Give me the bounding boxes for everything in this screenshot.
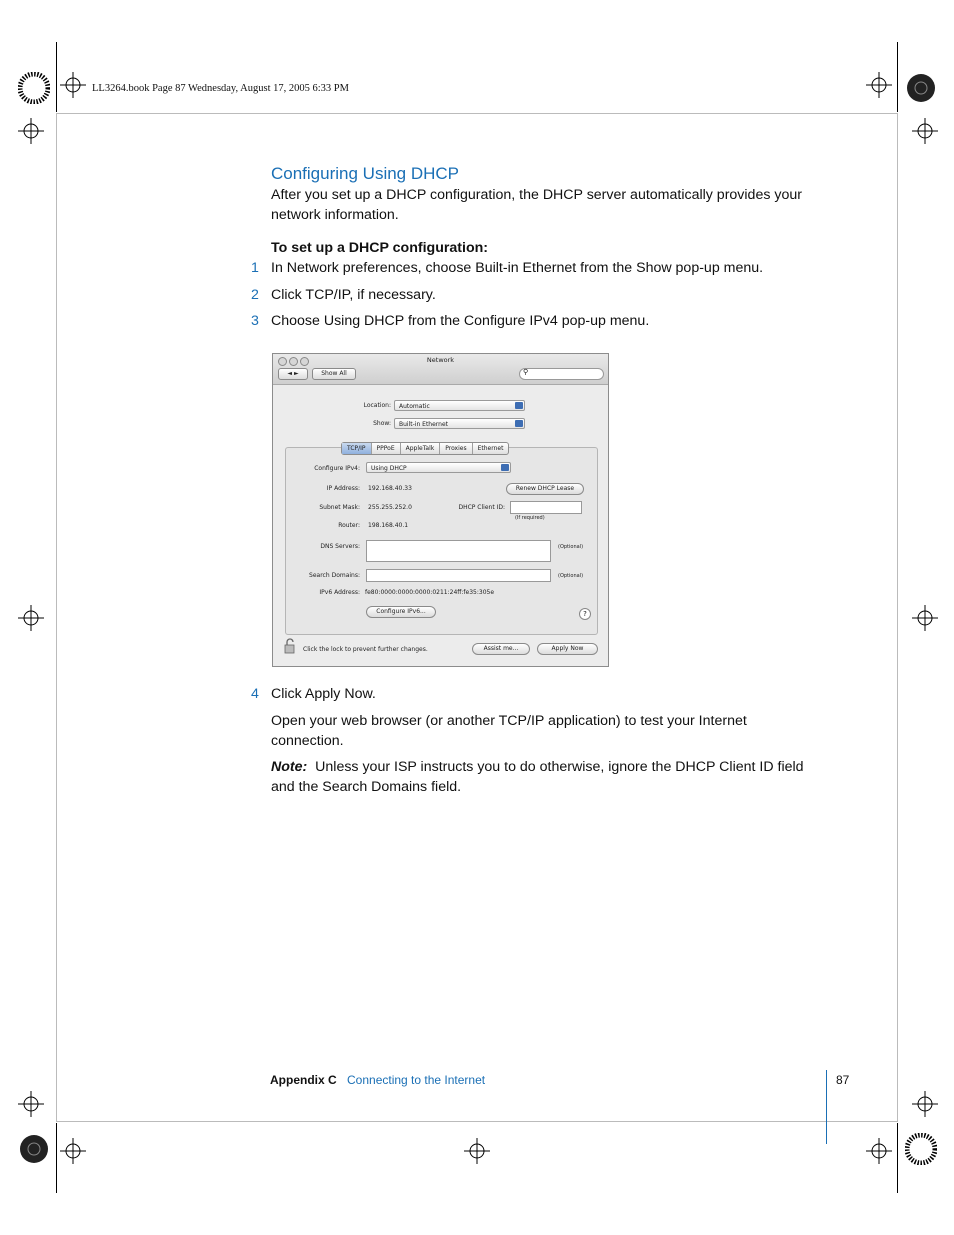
step-number: 2	[251, 287, 259, 303]
step-text: Click TCP/IP, if necessary.	[271, 287, 436, 303]
page-title: Configuring Using DHCP	[271, 164, 460, 183]
network-preferences-screenshot	[272, 353, 609, 667]
tab-pppoe[interactable]: PPPoE	[372, 443, 401, 454]
popup-arrows-icon	[515, 420, 523, 427]
page-border-left	[56, 113, 57, 1121]
print-slug: LL3264.book Page 87 Wednesday, August 17, 2005 6:33 PM	[92, 83, 349, 94]
page-border-right	[897, 113, 898, 1121]
dns-servers-field[interactable]	[366, 540, 551, 562]
apply-now-button[interactable]: Apply Now	[537, 643, 598, 655]
dhcp-client-id-label: DHCP Client ID:	[458, 504, 505, 511]
router-value: 198.168.40.1	[368, 522, 409, 529]
crop-mark	[897, 1123, 898, 1193]
location-popup[interactable]	[394, 400, 525, 411]
window-title: Network	[426, 356, 455, 364]
registration-target-icon	[18, 72, 50, 104]
step-number: 1	[251, 260, 259, 276]
registration-target-icon	[905, 1133, 937, 1165]
ip-address-label: IP Address:	[326, 485, 360, 492]
location-value: Automatic	[399, 403, 430, 410]
configure-ipv4-popup[interactable]	[366, 462, 511, 473]
footer-divider	[826, 1070, 827, 1144]
back-forward-buttons[interactable]: ◄ ►	[278, 368, 308, 380]
crosshair-icon	[60, 72, 86, 98]
page-number: 87	[836, 1073, 850, 1087]
tab-bar	[341, 442, 509, 455]
footer-appendix: Appendix C	[270, 1073, 337, 1087]
crosshair-icon	[912, 605, 938, 631]
crop-mark	[56, 1123, 57, 1193]
registration-target-icon	[18, 1133, 50, 1165]
dns-servers-label: DNS Servers:	[320, 543, 360, 550]
configure-ipv6-button[interactable]: Configure IPv6...	[366, 606, 436, 618]
ip-address-value: 192.168.40.33	[368, 485, 412, 492]
search-field[interactable]	[519, 368, 604, 380]
ipv6-address-value: fe80:0000:0000:0000:0211:24ff:fe35:305e	[365, 589, 495, 596]
crop-mark	[56, 42, 57, 112]
note-text: Unless your ISP instructs you to do otherwise, ignore the DHCP Client ID field and the Search Domains field.	[271, 759, 804, 795]
show-popup[interactable]	[394, 418, 525, 429]
procedure-title: To set up a DHCP configuration:	[271, 240, 489, 256]
step-text: Choose Using DHCP from the Configure IPv4 pop-up menu.	[271, 313, 650, 329]
router-label: Router:	[338, 522, 360, 529]
optional-hint: (Optional)	[558, 573, 584, 579]
page-border-top	[56, 113, 898, 114]
renew-dhcp-lease-button[interactable]: Renew DHCP Lease	[506, 483, 584, 495]
configure-ipv4-value: Using DHCP	[371, 465, 407, 472]
crop-mark	[897, 42, 898, 112]
lock-message: Click the lock to prevent further changes.	[303, 646, 428, 653]
configure-ipv4-label: Configure IPv4:	[314, 465, 360, 472]
footer-section: Connecting to the Internet	[347, 1073, 486, 1087]
after-paragraph: Open your web browser (or another TCP/IP application) to test your Internet connection.	[271, 713, 747, 749]
subnet-mask-label: Subnet Mask:	[319, 504, 360, 511]
step-text: In Network preferences, choose Built-in Ethernet from the Show pop-up menu.	[271, 260, 764, 276]
show-all-button[interactable]: Show All	[312, 368, 356, 380]
assist-me-button[interactable]: Assist me...	[472, 643, 530, 655]
help-button[interactable]: ?	[579, 608, 591, 620]
crosshair-icon	[866, 1138, 892, 1164]
show-label: Show:	[373, 420, 391, 427]
location-label: Location:	[363, 402, 391, 409]
step-text: Click Apply Now.	[271, 686, 376, 702]
page-border-bottom	[56, 1121, 898, 1122]
popup-arrows-icon	[501, 464, 509, 471]
crosshair-icon	[60, 1138, 86, 1164]
step-number: 3	[251, 313, 259, 329]
search-domains-label: Search Domains:	[309, 572, 360, 579]
show-value: Built-in Ethernet	[399, 421, 448, 428]
dhcp-client-id-field[interactable]	[510, 501, 582, 514]
window-toolbar	[273, 354, 608, 385]
tab-appletalk[interactable]: AppleTalk	[401, 443, 441, 454]
note-label: Note:	[271, 759, 308, 775]
tab-tcpip[interactable]: TCP/IP	[342, 443, 372, 454]
note-paragraph	[271, 757, 816, 797]
popup-arrows-icon	[515, 402, 523, 409]
tab-proxies[interactable]: Proxies	[440, 443, 472, 454]
subnet-mask-value: 255.255.252.0	[368, 504, 412, 511]
registration-target-icon	[905, 72, 937, 104]
crosshair-icon	[18, 1091, 44, 1117]
crosshair-icon	[18, 605, 44, 631]
tab-ethernet[interactable]: Ethernet	[477, 445, 504, 452]
search-icon: ⚲	[523, 368, 529, 376]
search-domains-field[interactable]	[366, 569, 551, 582]
optional-hint: (Optional)	[558, 544, 584, 550]
ipv6-address-label: IPv6 Address:	[319, 589, 360, 596]
if-required-hint: (If required)	[515, 515, 545, 521]
crosshair-icon	[912, 1091, 938, 1117]
crosshair-icon	[18, 118, 44, 144]
crosshair-icon	[464, 1138, 490, 1164]
lock-icon[interactable]	[283, 638, 297, 654]
intro-paragraph: After you set up a DHCP configuration, the DHCP server automatically provides your network information.	[271, 187, 802, 223]
step-number: 4	[251, 686, 259, 702]
crosshair-icon	[866, 72, 892, 98]
crosshair-icon	[912, 118, 938, 144]
